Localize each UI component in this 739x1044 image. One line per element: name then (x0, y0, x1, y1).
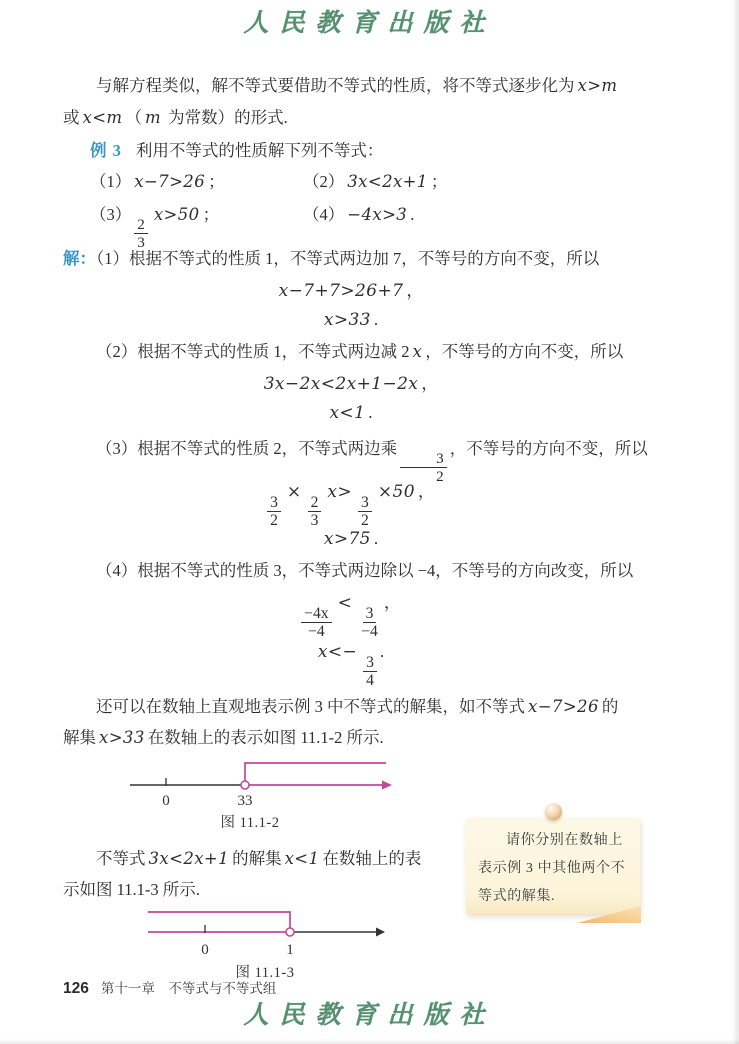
text-run: 或 (63, 108, 80, 127)
equation-4a (0, 588, 699, 641)
math-run: x−7>26 (134, 172, 206, 191)
open-circle-33 (241, 781, 249, 789)
math-run: 3x<2x+1 (347, 172, 428, 191)
text-run: （4）根据不等式的性质 3，不等式两边除以 −4，不等号的方向改变，所以 (96, 561, 634, 580)
problem-1 (90, 167, 303, 197)
equation-1b (0, 305, 699, 335)
math-run: x−7>26 (528, 697, 599, 716)
figure-11-1-2-caption: 图 11.1-2 (220, 815, 280, 831)
scan-edge-right (732, 0, 739, 1044)
text-run: 与解方程类似，解不等式要借助不等式的性质，将不等式逐步化为 (96, 76, 575, 95)
text-run: . (410, 205, 415, 224)
fraction: $\frac{2}{3}$ (134, 216, 148, 251)
solution-step-4 (63, 556, 681, 586)
fraction: $\frac{-4x}{-4}$ (301, 605, 331, 641)
text-run: （2） (303, 172, 345, 191)
figure-11-1-3 (135, 906, 400, 960)
arrowhead-right (382, 781, 392, 790)
text-run: . (373, 310, 379, 329)
text-run: （1） (90, 172, 132, 191)
publisher-logo-top: 人民教育出版社 (243, 10, 496, 37)
solution-label: 解： (63, 249, 96, 268)
text-run: ， (406, 281, 424, 300)
text-run: （ (125, 108, 142, 127)
label-zero: 0 (201, 942, 209, 958)
equation-4b (0, 637, 699, 690)
fraction: $\frac{3}{4}$ (363, 654, 377, 690)
math-run: m (144, 108, 162, 127)
text-run: 在数轴上的表示如图 11.1-2 所示. (147, 728, 384, 747)
text-run: ， (417, 482, 435, 501)
math-run: x>50 (153, 205, 200, 224)
fraction: $\frac{3}{2}$ (267, 494, 281, 530)
math-run: x>m (577, 76, 618, 95)
math-run: −4x>3 (347, 205, 408, 224)
math-run: × (286, 482, 302, 502)
fraction: $\frac{2}{3}$ (308, 494, 322, 530)
example-heading (90, 136, 699, 166)
text-run: （1）根据不等式的性质 1，不等式两边加 7，不等号的方向不变，所以 (96, 249, 600, 268)
text-run: ； (430, 172, 448, 191)
text-run: . (373, 529, 379, 548)
text-run: （2）根据不等式的性质 1，不等式两边减 2 (96, 342, 410, 361)
chapter-title: 第十一章 不等式与不等式组 (100, 981, 277, 996)
text-run: 不等式 (96, 849, 146, 868)
intro-paragraph (63, 70, 681, 134)
problem-2 (303, 167, 699, 197)
note-pin-icon (545, 803, 562, 820)
publisher-logo-bottom: 人民教育出版社 (243, 1002, 496, 1029)
solution-step-1-text (96, 249, 599, 268)
text-run: ，不等号的方向不变，所以 (449, 439, 648, 458)
arrowhead-right (376, 928, 385, 937)
math-run: 3x<2x+1 (148, 849, 230, 868)
paragraph-fig3 (63, 843, 463, 905)
math-run: x<− (317, 642, 358, 662)
text-run: 还可以在数轴上直观地表示例 3 中不等式的解集，如不等式 (96, 697, 525, 716)
text-run: 解集 (63, 728, 96, 747)
page-number: 126 (63, 980, 89, 997)
side-note (466, 818, 640, 914)
label-33: 33 (237, 793, 253, 809)
equation-2a (0, 369, 699, 399)
text-run: ， (383, 593, 401, 612)
text-run: 在数轴上的表 (322, 849, 422, 868)
math-run: x>75 (323, 529, 371, 549)
text-run: （3）根据不等式的性质 2，不等式两边乘 (96, 439, 398, 458)
text-run: ； (202, 205, 220, 224)
paragraph-fig2 (63, 691, 681, 753)
text-run: （3） (90, 205, 132, 224)
math-run: x<m (82, 108, 123, 127)
label-zero: 0 (162, 793, 170, 809)
example-label: 例 3 (90, 141, 122, 160)
text-run: ， (421, 374, 439, 393)
side-note-text: 请你分别在数轴上表示例 3 中其他两个不等式的解集. (478, 833, 626, 904)
math-run: < (337, 593, 353, 613)
open-circle-1 (286, 928, 294, 936)
text-run: 的 (601, 697, 619, 716)
fraction: $\frac{3}{2}$ (358, 494, 372, 530)
text-run: . (379, 642, 385, 661)
math-run: x>33 (99, 728, 145, 747)
text-run: 示如图 11.1-3 所示. (63, 880, 200, 899)
fraction: $\frac{3}{-4}$ (361, 604, 378, 641)
label-one: 1 (286, 942, 294, 958)
figure-11-1-3-caption: 图 11.1-3 (235, 965, 295, 981)
figure-11-1-2 (120, 754, 410, 810)
math-run: x (412, 342, 423, 361)
scan-edge-bottom (0, 1039, 739, 1044)
number-line-fig2 (120, 754, 410, 810)
fraction: $\frac{3}{2}$ (400, 450, 447, 485)
example-title: 利用不等式的性质解下列不等式： (135, 141, 384, 160)
text-run: ； (208, 172, 225, 191)
solution-step-2 (63, 337, 681, 367)
equation-3b (0, 524, 699, 554)
problem-row-1 (90, 167, 699, 197)
equation-2b (0, 398, 699, 428)
solution-step-1 (63, 244, 681, 274)
solution-ray-step (148, 912, 290, 928)
math-run: x<1 (329, 403, 366, 423)
text-run: ，不等号的方向不变，所以 (425, 342, 624, 361)
math-run: x−7+7>26+7 (278, 281, 404, 301)
math-run: x>33 (323, 310, 371, 330)
equation-1a (0, 276, 699, 306)
text-run: 的解集 (232, 849, 282, 868)
math-run: x<1 (284, 849, 320, 868)
text-run: （4） (303, 205, 345, 224)
number-line-fig3 (135, 906, 400, 960)
text-run: 为常数）的形式. (164, 108, 288, 127)
math-run: x> (327, 482, 353, 502)
solution-ray-step (245, 763, 386, 781)
text-run: . (368, 403, 373, 422)
equation-3a (0, 477, 699, 530)
math-run: ×50 (377, 482, 415, 502)
math-run: 3x−2x<2x+1−2x (263, 374, 419, 394)
